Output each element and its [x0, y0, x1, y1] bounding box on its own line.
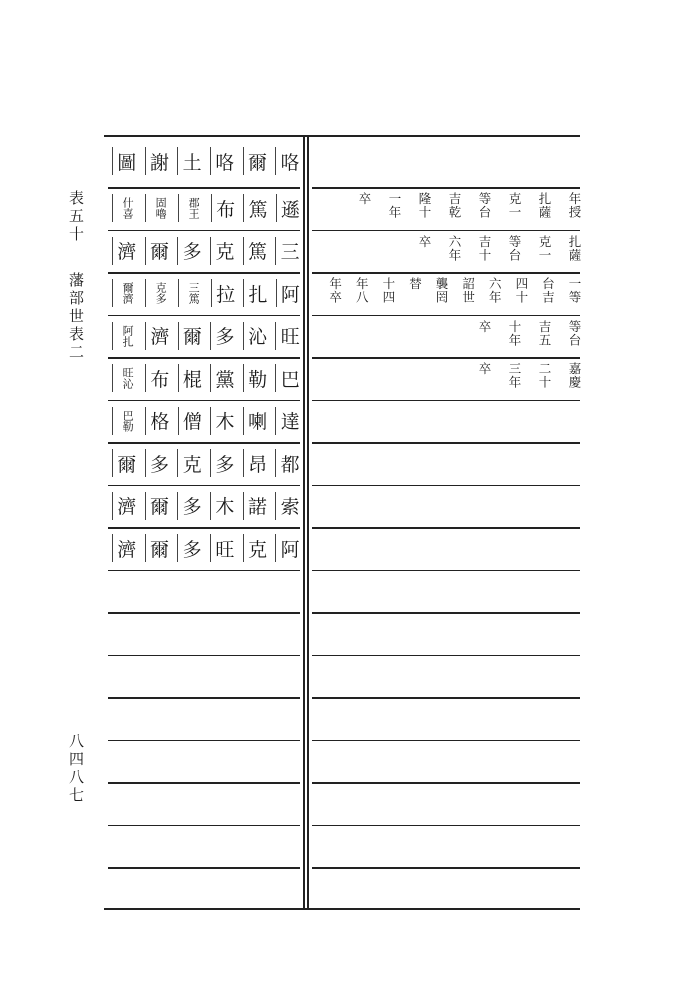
name-char: 布	[145, 364, 172, 392]
name-char: 圖	[112, 147, 139, 175]
record-text-column: 十四	[380, 277, 396, 304]
name-char: 旺沁	[112, 364, 139, 392]
name-char: 克	[210, 237, 237, 265]
record-text-column: 替	[407, 277, 423, 291]
left-cell-row	[112, 364, 302, 392]
row-divider-right	[312, 230, 580, 232]
row-divider-left	[108, 357, 300, 359]
record-text-column: 隆十	[417, 192, 432, 219]
record-cell	[318, 277, 580, 304]
name-char: 巴勒	[112, 407, 139, 435]
table-title-label: 表五十	[67, 190, 85, 244]
name-char: 多	[177, 534, 204, 562]
row-divider-left	[108, 442, 300, 444]
row-divider-left	[108, 612, 300, 614]
row-divider-right	[312, 442, 580, 444]
name-char: 咯	[275, 147, 302, 175]
name-char: 木	[210, 492, 237, 520]
name-char: 爾	[112, 449, 139, 477]
name-char: 克多	[145, 279, 172, 307]
name-char: 多	[210, 322, 237, 350]
name-char: 勒	[243, 364, 270, 392]
row-divider-left	[108, 485, 300, 487]
row-divider-right	[312, 485, 580, 487]
record-text-column: 卒	[477, 362, 492, 376]
name-char: 巴	[275, 364, 302, 392]
left-cell-row	[112, 492, 302, 520]
name-char: 拉	[211, 279, 237, 307]
record-text-column: 年授	[567, 192, 582, 219]
name-char: 多	[145, 449, 172, 477]
name-char: 僧	[178, 407, 205, 435]
row-divider-left	[108, 655, 300, 657]
row-divider-left	[108, 782, 300, 784]
name-char: 謝	[145, 147, 172, 175]
name-char: 布	[211, 194, 237, 222]
name-char: 旺	[210, 534, 237, 562]
name-char: 爾濟	[112, 279, 139, 307]
record-text-column: 年卒	[327, 277, 343, 304]
record-text-column: 台吉	[540, 277, 556, 304]
row-divider-left	[108, 400, 300, 402]
record-text-column: 詔世	[460, 277, 476, 304]
table-top-border	[104, 135, 580, 137]
record-text-column: 等台	[507, 234, 522, 262]
name-char: 三	[275, 237, 302, 265]
record-text-column: 卒	[417, 234, 432, 248]
record-text-column: 克一	[507, 192, 522, 219]
record-cell	[318, 362, 580, 389]
name-char: 阿	[276, 279, 302, 307]
record-text-column: 吉十	[477, 234, 492, 262]
name-char: 郡王	[178, 194, 205, 222]
row-divider-right	[312, 740, 580, 742]
record-text-column: 十年	[507, 319, 522, 347]
name-char: 濟	[112, 237, 139, 265]
page-number: 八四八七	[67, 733, 85, 805]
name-char: 濟	[112, 534, 139, 562]
row-divider-right	[312, 527, 580, 529]
row-divider-right	[312, 782, 580, 784]
name-char: 濟	[112, 492, 139, 520]
row-divider-left	[108, 697, 300, 699]
record-text-column: 二十	[537, 362, 552, 389]
name-char: 旺	[275, 322, 302, 350]
name-char: 格	[145, 407, 172, 435]
name-char: 克	[177, 449, 204, 477]
name-char: 篤	[243, 194, 269, 222]
name-char: 多	[177, 237, 204, 265]
name-char: 達	[275, 407, 302, 435]
record-cell	[318, 235, 580, 262]
name-char: 喇	[243, 407, 270, 435]
row-divider-right	[312, 867, 580, 869]
left-cell-row	[112, 534, 302, 562]
name-char: 棍	[178, 364, 205, 392]
table-bottom-border	[104, 908, 580, 910]
name-char: 遜	[276, 194, 302, 222]
record-text-column: 四十	[513, 277, 529, 304]
row-divider-right	[312, 570, 580, 572]
name-char: 阿扎	[112, 322, 139, 350]
name-char: 咯	[210, 147, 237, 175]
record-text-column: 克一	[537, 234, 552, 262]
name-char: 諾	[243, 492, 270, 520]
left-cell-row	[112, 147, 302, 175]
name-char: 黨	[210, 364, 237, 392]
name-char: 爾	[145, 237, 172, 265]
name-char: 三篤	[178, 279, 205, 307]
name-char: 扎	[243, 279, 269, 307]
row-divider-left	[108, 272, 300, 274]
record-text-column: 吉五	[537, 319, 552, 347]
row-divider-right	[312, 187, 580, 189]
record-text-column: 扎薩	[567, 234, 582, 262]
name-char: 爾	[145, 534, 172, 562]
row-divider-left	[108, 527, 300, 529]
record-text-column: 三年	[507, 362, 522, 389]
row-divider-left	[108, 867, 300, 869]
name-char: 木	[210, 407, 237, 435]
record-text-column: 卒	[477, 319, 492, 333]
name-char: 爾	[178, 322, 205, 350]
left-cell-row	[112, 194, 302, 222]
row-divider-left	[108, 187, 300, 189]
name-char: 阿	[275, 534, 302, 562]
name-char: 索	[275, 492, 302, 520]
name-char: 什喜	[112, 194, 139, 222]
record-text-column: 吉乾	[447, 192, 462, 219]
left-cell-row	[112, 322, 302, 350]
left-cell-row	[112, 449, 302, 477]
record-cell	[318, 320, 580, 347]
record-text-column: 等台	[477, 192, 492, 219]
row-divider-right	[312, 315, 580, 317]
record-cell	[318, 192, 580, 219]
record-text-column: 六年	[487, 277, 503, 304]
left-cell-row	[112, 279, 302, 307]
record-text-column: 一年	[387, 192, 402, 219]
row-divider-left	[108, 230, 300, 232]
row-divider-right	[312, 357, 580, 359]
name-char: 昂	[243, 449, 270, 477]
column-divider-inner	[307, 135, 309, 908]
row-divider-right	[312, 697, 580, 699]
row-divider-left	[108, 740, 300, 742]
record-text-column: 等台	[567, 319, 582, 347]
name-char: 爾	[145, 492, 172, 520]
record-text-column: 襲罔	[434, 277, 450, 304]
record-text-column: 年八	[354, 277, 370, 304]
row-divider-right	[312, 612, 580, 614]
row-divider-left	[108, 825, 300, 827]
section-title-label: 藩部世表二	[67, 272, 85, 362]
record-text-column: 一等	[567, 277, 582, 304]
name-char: 篤	[243, 237, 270, 265]
name-char: 濟	[145, 322, 172, 350]
row-divider-right	[312, 825, 580, 827]
row-divider-left	[108, 315, 300, 317]
row-divider-right	[312, 272, 580, 274]
name-char: 沁	[243, 322, 270, 350]
row-divider-right	[312, 400, 580, 402]
name-char: 克	[243, 534, 270, 562]
name-char: 爾	[243, 147, 270, 175]
name-char: 土	[177, 147, 204, 175]
record-text-column: 嘉慶	[567, 362, 582, 389]
name-char: 固嚕	[145, 194, 172, 222]
record-text-column: 六年	[447, 234, 462, 262]
row-divider-left	[108, 570, 300, 572]
name-char: 都	[275, 449, 302, 477]
left-cell-row	[112, 407, 302, 435]
name-char: 多	[210, 449, 237, 477]
record-text-column: 扎薩	[537, 192, 552, 219]
name-char: 多	[177, 492, 204, 520]
column-divider	[303, 135, 305, 908]
left-cell-row	[112, 237, 302, 265]
record-text-column: 卒	[357, 192, 372, 206]
row-divider-right	[312, 655, 580, 657]
